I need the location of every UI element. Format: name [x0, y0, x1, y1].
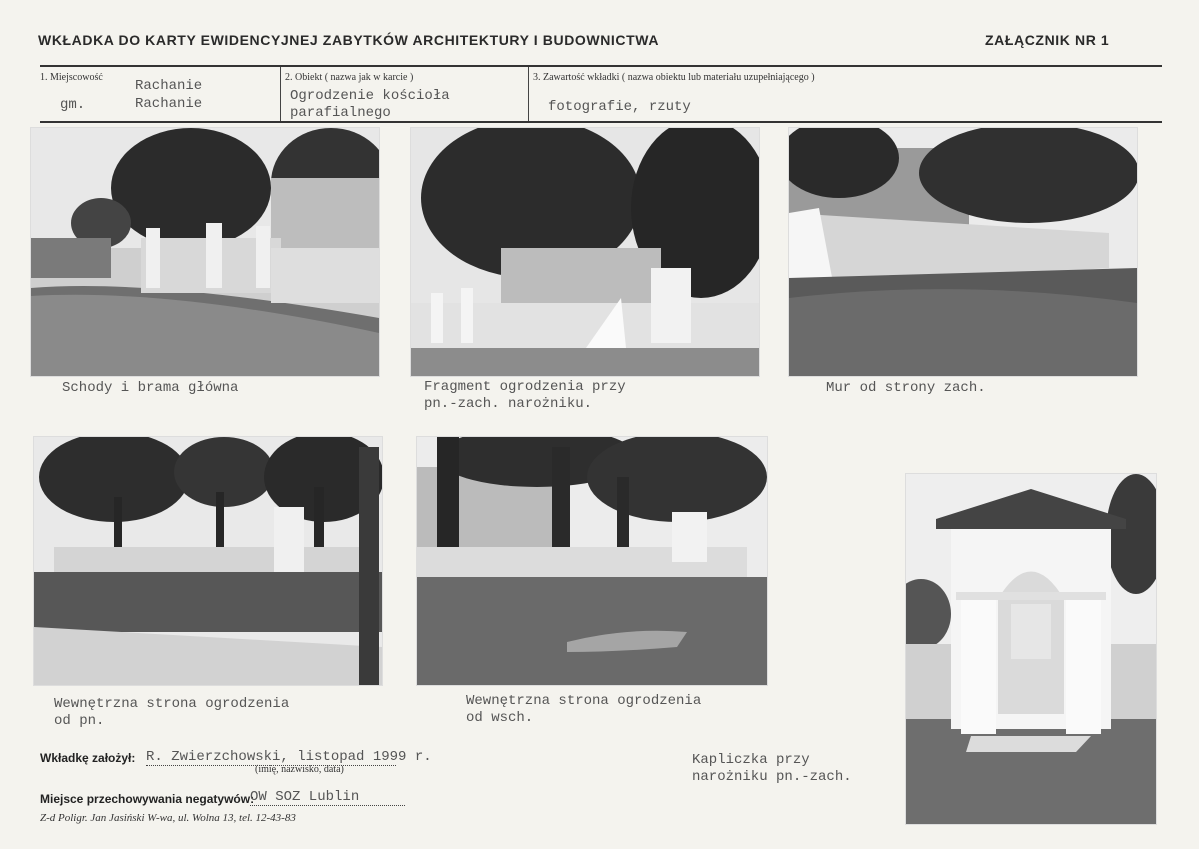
- caption-photo5-line2: od wsch.: [466, 710, 534, 726]
- caption-photo5-line1: Wewnętrzna strona ogrodzenia: [466, 693, 702, 709]
- photo-west-wall: [788, 127, 1138, 377]
- caption-photo6-line2: narożniku pn.-zach.: [692, 769, 852, 785]
- attachment-number: ZAŁĄCZNIK NR 1: [985, 32, 1110, 48]
- locality-value: Rachanie: [135, 78, 203, 94]
- caption-photo4-line2: od pn.: [54, 713, 105, 729]
- object-value-line1: Ogrodzenie kościoła: [290, 88, 450, 104]
- document-title: WKŁADKA DO KARTY EWIDENCYJNEJ ZABYTKÓW ARCHITEKTURY I BUDOWNICTWA: [38, 32, 660, 48]
- photo-main-gate: [30, 127, 380, 377]
- caption-photo6-line1: Kapliczka przy: [692, 752, 810, 768]
- object-label: 2. Obiekt ( nazwa jak w karcie ): [285, 72, 414, 83]
- field-divider-2: [528, 67, 529, 121]
- gmina-value: Rachanie: [135, 96, 203, 112]
- header-top-rule: [40, 65, 1162, 67]
- storage-label: Miejsce przechowywania negatywów:: [40, 792, 255, 806]
- caption-photo2-line1: Fragment ogrodzenia przy: [424, 379, 626, 395]
- photo-chapel: [905, 473, 1157, 825]
- caption-photo2-line2: pn.-zach. narożniku.: [424, 396, 593, 412]
- header-bottom-rule: [40, 121, 1162, 123]
- caption-photo3: Mur od strony zach.: [826, 380, 986, 396]
- photo-inner-east: [416, 436, 768, 686]
- founder-hint: (imię, nazwisko, data): [255, 764, 344, 775]
- storage-value: OW SOZ Lublin: [250, 789, 405, 806]
- caption-photo4-line1: Wewnętrzna strona ogrodzenia: [54, 696, 290, 712]
- gmina-prefix: gm.: [60, 97, 86, 113]
- field-divider-1: [280, 67, 281, 121]
- content-label: 3. Zawartość wkładki ( nazwa obiektu lub materiału uzupełniającego ): [533, 72, 815, 83]
- founder-value: R. Zwierzchowski, listopad 1999 r.: [146, 749, 432, 765]
- object-value-line2: parafialnego: [290, 105, 391, 121]
- locality-label: 1. Miejscowość: [40, 72, 103, 83]
- founder-label: Wkładkę założył:: [40, 751, 136, 765]
- photo-fence-fragment: [410, 127, 760, 377]
- caption-photo1: Schody i brama główna: [62, 380, 239, 396]
- content-value: fotografie, rzuty: [548, 99, 691, 115]
- printer-note: Z-d Poligr. Jan Jasiński W-wa, ul. Wolna 13, tel. 12-43-83: [40, 812, 296, 824]
- photo-inner-north: [33, 436, 383, 686]
